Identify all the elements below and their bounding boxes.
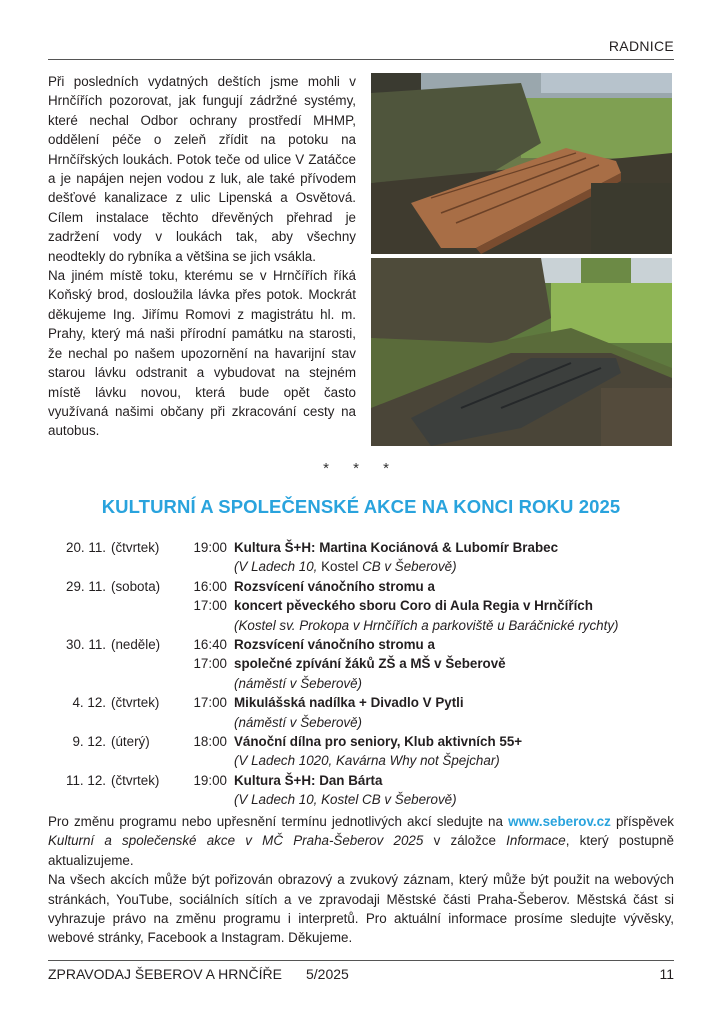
event-time — [181, 674, 234, 693]
event-place — [234, 713, 362, 732]
event-time — [181, 790, 234, 809]
event-day — [111, 557, 181, 576]
header-rule — [48, 59, 674, 60]
event-row — [48, 732, 678, 751]
event-date — [48, 616, 111, 635]
event-day: (sobota) — [111, 578, 161, 594]
event-date — [48, 654, 111, 673]
website-link[interactable]: www.seberov.cz — [508, 814, 611, 829]
page-number: 11 — [659, 966, 674, 982]
event-time: 19:00 — [193, 772, 227, 788]
event-date: 20. 11. — [66, 540, 106, 555]
event-day — [111, 713, 181, 732]
event-place — [234, 790, 457, 809]
event-row — [48, 538, 678, 557]
section-separator: * * * — [323, 460, 399, 477]
event-day — [111, 790, 181, 809]
event-place-part: (Kostel sv. Prokopa v Hrnčířích a parkoviště u Baráčnické rychty) — [234, 617, 619, 633]
event-time: 17:00 — [193, 656, 227, 672]
events-notes — [48, 812, 674, 948]
events-list — [48, 538, 678, 809]
issue-number: 5/2025 — [306, 966, 349, 982]
event-title: Rozsvícení vánočního stromu a — [234, 578, 435, 594]
event-row — [48, 654, 678, 673]
events-heading: KULTURNÍ A SPOLEČENSKÉ AKCE NA KONCI ROKU 2025 — [101, 496, 621, 517]
event-title: společné zpívání žáků ZŠ a MŠ v Šeberově — [234, 656, 506, 672]
event-date: 11. 12. — [66, 772, 106, 788]
event-day: (čtvrtek) — [111, 772, 160, 788]
event-date — [48, 790, 111, 809]
section-label: RADNICE — [608, 38, 674, 54]
event-place — [234, 557, 457, 576]
event-title: Rozsvícení vánočního stromu a — [234, 636, 435, 652]
notes-paragraph-2: Na všech akcích může být pořizován obrazový a zvukový záznam, který může být použit na webových stránkách, YouTube, sociálních sítích a ve zpravodaji Městské části Praha-Šeberov. Městská část si vyhrazuje právo na změnu programu i interpretů. Pro aktuální informace prosíme sledujte vývěsky, webové stránky, Facebook a Instagram. Děkujeme. — [48, 872, 674, 946]
event-time: 17:00 — [193, 598, 227, 614]
event-place-part: (náměstí v Šeberově) — [234, 714, 363, 730]
event-row — [48, 713, 678, 732]
event-date: 30. 11. — [66, 636, 106, 652]
article-text — [48, 72, 356, 441]
event-row — [48, 596, 678, 615]
event-time — [181, 616, 234, 635]
event-date — [48, 751, 111, 770]
event-time: 16:40 — [193, 636, 227, 652]
event-day — [111, 751, 181, 770]
photo-old-footbridge — [371, 258, 672, 446]
event-title: Kultura Š+H: Dan Bárta — [234, 772, 383, 788]
event-date — [48, 674, 111, 693]
event-date: 9. 12. — [72, 733, 106, 749]
event-time: 17:00 — [193, 695, 227, 711]
event-date — [48, 557, 111, 576]
event-place — [234, 674, 362, 693]
event-time — [181, 557, 234, 576]
event-row — [48, 790, 678, 809]
footer-rule — [48, 960, 674, 961]
event-day — [111, 674, 181, 693]
event-row — [48, 751, 678, 770]
event-place-part: (V Ladech 1020, Kavárna Why not Špejchar) — [234, 753, 500, 769]
event-title: Mikulášská nadílka + Divadlo V Pytli — [234, 695, 464, 711]
event-time: 18:00 — [193, 733, 227, 749]
notes-paragraph-1: Pro změnu programu nebo upřesnění termínu jednotlivých akcí sledujte na www.seberov.cz příspěvek Kulturní a společenské akce v MČ Praha-Šeberov 2025 v záložce Informace, který postupně aktualizujeme. — [48, 814, 675, 868]
event-day — [111, 654, 181, 673]
event-time — [181, 751, 234, 770]
event-time: 19:00 — [193, 540, 227, 555]
event-day: (čtvrtek) — [111, 695, 160, 711]
photo-new-footbridge — [371, 73, 672, 254]
event-row — [48, 616, 678, 635]
event-title: koncert pěveckého sboru Coro di Aula Regia v Hrnčířích — [234, 598, 593, 614]
event-place — [234, 751, 500, 770]
event-row — [48, 557, 678, 576]
event-date: 4. 12. — [72, 695, 106, 711]
event-place-part: (V Ladech 10, Kostel CB v Šeberově) — [234, 792, 457, 808]
event-date — [48, 713, 111, 732]
event-day: (úterý) — [111, 733, 150, 749]
event-title: Vánoční dílna pro seniory, Klub aktivních 55+ — [234, 733, 523, 749]
event-row — [48, 674, 678, 693]
event-day — [111, 616, 181, 635]
event-place — [234, 616, 619, 635]
event-row — [48, 771, 678, 790]
publication-name: ZPRAVODAJ ŠEBEROV A HRNČÍŘE — [48, 966, 282, 982]
event-time — [181, 713, 234, 732]
event-day — [111, 596, 181, 615]
event-place-part: (náměstí v Šeberově) — [234, 675, 363, 691]
event-date: 29. 11. — [66, 578, 106, 594]
article-paragraph: Na jiném místě toku, kterému se v Hrnčířích říká Koňský brod, dosloužila lávka přes potok. Mockrát děkujeme Ing. Jiřímu Romovi z magistrátu hl. m. Prahy, který má naši přírodní památku na starosti, že nechal po našem upozornění na havarijní stav starou lávku odstranit a vybudovat na stejném místě lávku novou, která bude opět často využívaná našimi občany při zkracování cesty na autobus. — [48, 268, 356, 439]
event-time: 16:00 — [193, 578, 227, 594]
event-day: (neděle) — [111, 636, 161, 652]
event-row — [48, 577, 678, 596]
event-row — [48, 635, 678, 654]
article-paragraph: Při posledních vydatných deštích jsme mohli v Hrnčířích pozorovat, jak fungují zádržné systémy, které nechal Odbor ochrany prostředí MHMP, oddělení péče o zeleň zřídit na potoku na Hrnčířských loukách. Potok teče od ulice V Zatáčce a je napájen nejen vodou z luk, ale také přívodem dešťové kanalizace z ulic Lipenská a Osvětová. Cílem instalace těchto dřevěných přehrad je zadržení vody v loukách tak, aby všechny neodtekly do rybníka a většina se jich vsákla. — [48, 74, 356, 264]
event-place-part: Kostel — [317, 559, 363, 575]
event-date — [48, 596, 111, 615]
event-day: (čtvrtek) — [111, 540, 160, 555]
event-title: Kultura Š+H: Martina Kociánová & Lubomír Brabec — [234, 540, 559, 555]
event-place-part: (V Ladech 10, — [234, 559, 318, 575]
event-place-part: CB v Šeberově) — [362, 559, 457, 575]
event-row — [48, 693, 678, 712]
